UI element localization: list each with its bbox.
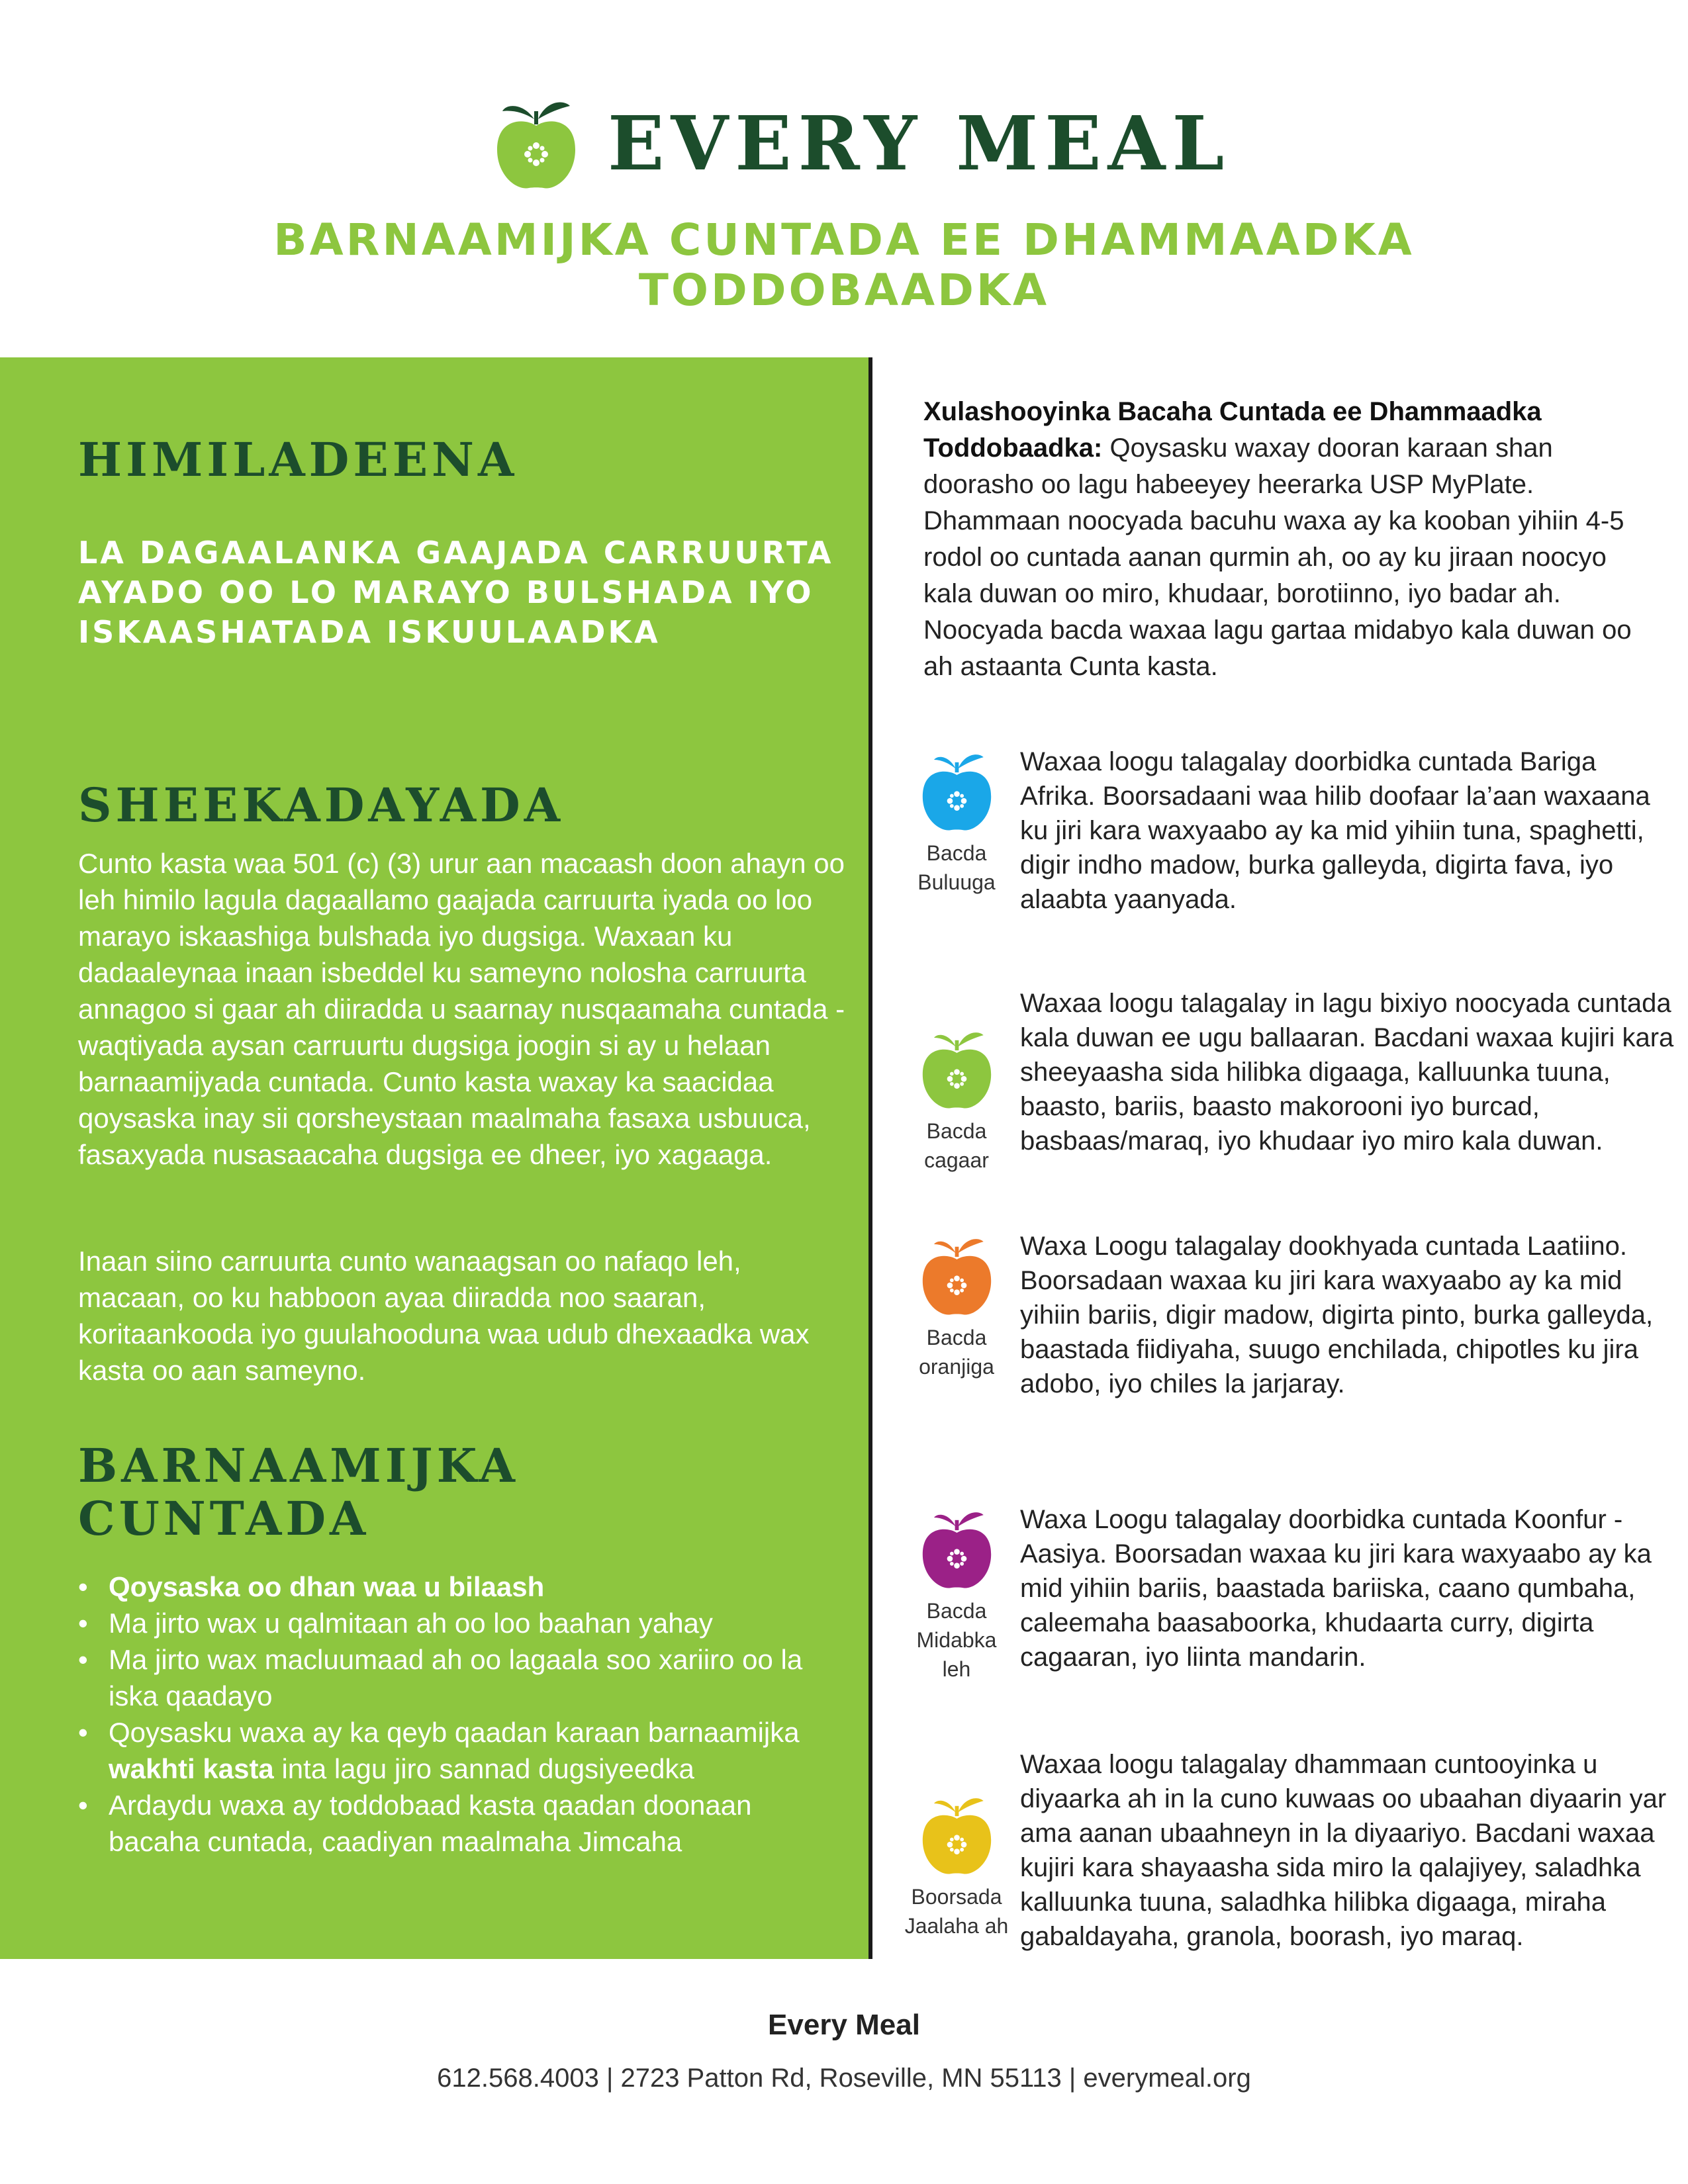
bag-label-line-2: Midabka leh (916, 1628, 997, 1681)
bullet-text: inta lagu jiro sannad dugsiyeedka (273, 1753, 694, 1784)
header (0, 0, 1688, 351)
bag-description: Waxaa loogu talagalay doorbidka cuntada Bariga Afrika. Boorsadaani waa hilib doofaar la’aan waxaana ku jiri kara waxyaabo ay ka mid yihiin tuna, spaghetti, digir indho madow, burka galleyda, digirta fava, iyo alaabta yaanyada. (1020, 747, 1650, 914)
bag-label-line-1: Bacda (926, 1119, 987, 1143)
intro-text: Qoysasku waxay dooran karaan shan doorasho oo lagu habeeyey heerarka USP MyPlate. Dhammaan noocyada bacuhu waxa ay ka kooban yihiin 4-5 rodol oo cuntada aanan qurmin ah, oo ay ku jiraan noocyo kala duwan oo miro, khudaar, borotiinno, iyo badar ah. Noocyada bacda waxaa lagu gartaa midabyo kala duwan oo ah astaanta Cunta kasta. (923, 433, 1632, 681)
bullet-text: Qoysaska oo dhan waa u bilaash (109, 1571, 545, 1602)
bag-label (900, 1116, 1013, 1175)
bag-description: Waxa Loogu talagalay dookhyada cuntada Laatiino. Boorsadaan waxaa ku jiri kara waxyaabo ay ka mid yihiin bariis, digir madow, digirta pinto, burka galleyda, baastada fiidiyaha, suugo enchilada, chipotles ku jira adobo, iyo chiles la jarjaray. (1020, 1232, 1654, 1398)
bag-label-line-2: cagaar (924, 1148, 989, 1172)
bag-icon-group (900, 1023, 1013, 1175)
program-heading-line-1: BARNAAMIJKA (78, 1438, 519, 1493)
bag-description: Waxaa loogu talagalay dhammaan cuntooyinka u diyaarka ah in la cuno kuwaas oo ubaahan diyaarin yar ama aanan ubaahneyn in la diyaariyo. Bacdani waxaa kujiri kara shayaasha sida miro la qalajiyey, saladhka kalluunka tuuna, saladhka hilibka digaaga, miraha gabaldayaha, granola, boorash, iyo maraq. (1020, 1750, 1667, 1951)
bullet-item: • Ma jirto wax u qalmitaan ah oo loo baahan yahay (78, 1605, 846, 1641)
brand-name: EVERY MEAL (608, 101, 1231, 187)
program-bullet-list (78, 1569, 846, 1860)
column-divider (868, 357, 872, 1959)
bullet-item (78, 1714, 846, 1787)
footer-organization-name: Every Meal (768, 2009, 920, 2041)
bullet-item: • Ma jirto wax macluumaad ah oo lagaala soo xariiro oo la iska qaadayo (78, 1641, 846, 1714)
bag-label-line-1: Bacda (926, 1326, 987, 1349)
logo (0, 86, 1688, 185)
bag-description: Waxaa loogu talagalay in lagu bixiyo noocyada cuntada kala duwan ee ugu ballaaran. Bacdani waxaa kujiri kara sheeyaasha sida hilibka digaaga, kalluunka tuuna, baasto, bariis, baasto makorooni iyo burcad, basbaas/maraq, iyo khudaar iyo miro kala duwan. (1020, 989, 1674, 1156)
bullet-item (78, 1569, 846, 1605)
blue-apple-icon (919, 745, 995, 833)
bag-label-line-2: Jaalaha ah (904, 1914, 1009, 1938)
bag-label-line-2: oranjiga (919, 1355, 994, 1379)
bag-description: Waxa Loogu talagalay doorbidka cuntada Koonfur -Aasiya. Boorsadan waxaa ku jiri kara waxyaabo ay ka mid yihiin bariis, baastada bariiska, caano qumbaha, caleemaha baasaboorka, khudaarta curry, digirta cagaaran, iyo liinta mandarin. (1020, 1505, 1652, 1672)
page-title (0, 215, 1688, 316)
mission-statement: LA DAGAALANKA GAAJADA CARRUURTA AYADO OO LO MARAYO BULSHADA IYO ISKAASHATADA ISKUULAADKA (78, 535, 834, 650)
bullet-text: Qoysasku waxa ay ka qeyb qaadan karaan barnaamijka (109, 1717, 800, 1748)
program-heading-line-2: CUNTADA (78, 1491, 370, 1546)
bag-label (900, 839, 1013, 897)
bag-icon-group (900, 1502, 1013, 1684)
bag-label-line-2: Buluuga (917, 870, 996, 894)
bag-icon-group (900, 1229, 1013, 1381)
apple-logo-icon (493, 91, 579, 191)
green-apple-icon (919, 1023, 995, 1111)
bullet-bold-text: wakhti kasta (109, 1753, 274, 1784)
purple-apple-icon (919, 1502, 995, 1591)
bag-label-line-1: Bacda (926, 841, 987, 865)
footer-contact-info: 612.568.4003 | 2723 Patton Rd, Roseville, MN 55113 | everymeal.org (437, 2064, 1251, 2093)
bag-label (900, 1323, 1013, 1381)
bag-icon-group (900, 1788, 1013, 1940)
yellow-apple-icon (919, 1788, 995, 1877)
program-heading (78, 1439, 519, 1545)
page-title-line-2: TODDOBAADKA (638, 265, 1050, 316)
bag-label-line-1: Bacda (926, 1599, 987, 1623)
mission-heading: HIMILADEENA (78, 432, 518, 487)
bag-label (900, 1882, 1013, 1940)
story-heading: SHEEKADAYADA (78, 778, 565, 833)
story-paragraph-2: Inaan siino carruurta cunto wanaagsan oo nafaqo leh, macaan, oo ku habboon ayaa diiradda noo saaran, koritaankooda iyo guulahooduna waa udub dhexaadka wax kasta oo aan sameyno. (78, 1246, 810, 1386)
intro-heading: Xulashooyinka Bacaha Cuntada ee Dhammaadka Toddobaadka: (923, 397, 1542, 463)
bullet-item: • Ardaydu waxa ay toddobaad kasta qaadan doonaan bacaha cuntada, caadiyan maalmaha Jimcaha (78, 1787, 846, 1860)
story-paragraph-1: Cunto kasta waa 501 (c) (3) urur aan macaash doon ahayn oo leh himilo lagula dagaallamo gaajada carruurta iyada oo loo marayo iskaashiga bulshada iyo dugsiga. Waxaan ku dadaaleynaa inaan isbeddel ku sameyno nolosha carruurta annagoo si gaar ah diiradda u saarnay nusqaamaha cuntada - waqtiyada aysan carruurtu dugsiga joogin si ay u helaan barnaamijyada cuntada. Cunto kasta waxay ka saacidaa qoysaska inay sii qorsheystaan maalmaha fasaxa usbuuca, fasaxyada nusasaacaha dugsiga ee dheer, iyo xagaaga. (78, 848, 845, 1170)
bag-options-intro (923, 394, 1638, 685)
bag-icon-group (900, 745, 1013, 897)
bag-label (900, 1596, 1013, 1684)
bag-label-line-1: Boorsada (911, 1885, 1002, 1909)
orange-apple-icon (919, 1229, 995, 1318)
page-title-line-1: BARNAAMIJKA CUNTADA EE DHAMMAADKA (273, 214, 1415, 265)
